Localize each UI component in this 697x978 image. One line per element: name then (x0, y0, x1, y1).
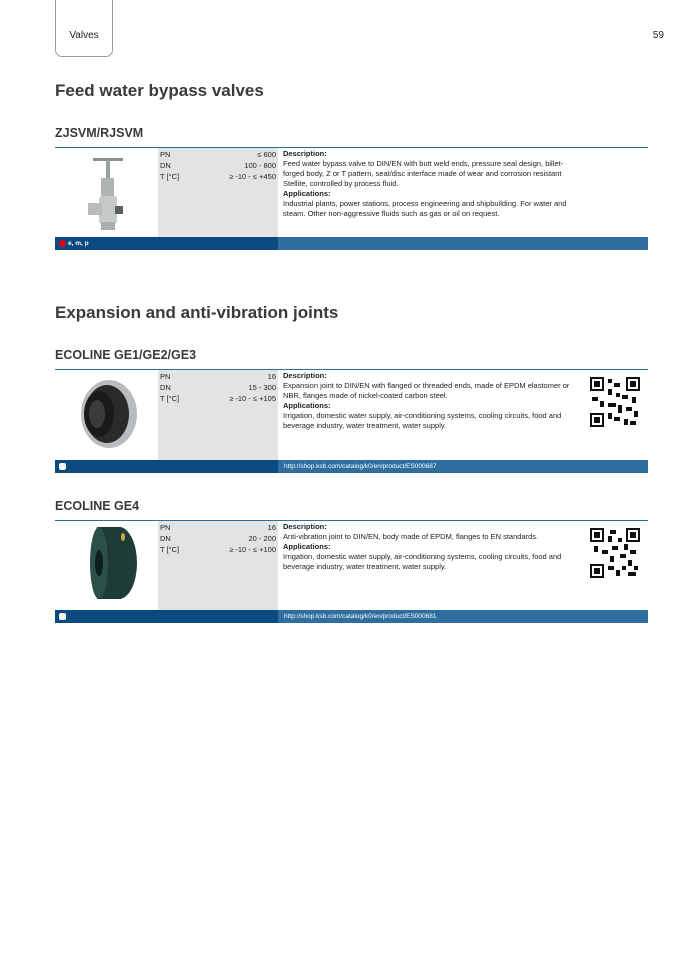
spec-row-pn: PN 16 (160, 372, 276, 381)
legend-square-icon (59, 463, 66, 470)
description: Description: Anti-vibration joint to DIN/EN, body made of EPDM, flanges to EN standards. Applications: Irrigation, domestic water supply, air-conditioning systems, cooling circuits, food and beverage industry, water treatment, water supply. (278, 521, 648, 610)
spec-row-dn: DN 20 - 200 (160, 534, 276, 543)
spec-table (158, 370, 278, 460)
product-link[interactable] (278, 237, 648, 250)
spec-table (158, 521, 278, 610)
description: Description: Feed water bypass valve to DIN/EN with butt weld ends, pressure seal design, billet-forged body, Z or T pattern, seat/disc interface made of wear and corrosion resistant Stellite, controlled by process fluid. Applications: Industrial plants, power stations, process engineering and shipbuilding. For water and steam. Other non-aggressive fluids such as gas or oil on request. (283, 149, 567, 218)
spec-row-pn: PN 16 (160, 523, 276, 532)
product-link[interactable]: http://shop.ksb.com/catalog/k0/en/product/ES000681 (278, 610, 648, 623)
legend-square-icon (59, 613, 66, 620)
spec-row-temp: T [°C] ≥ -10 - ≤ +450 (160, 172, 276, 181)
product-title: ECOLINE GE1/GE2/GE3 (55, 348, 197, 362)
qr-code-icon[interactable] (590, 528, 640, 578)
section-title-feed-water: Feed water bypass valves (55, 81, 264, 100)
legend-text: e, m, p (68, 240, 89, 247)
legend-bar (55, 460, 648, 473)
angle-valve-image (55, 148, 158, 237)
description: Description: Expansion joint to DIN/EN with flanged or threaded ends, made of EPDM elastomer or NBR, flanges made of nickel-coated carbon steel. Applications: Irrigation, domestic water supply, air-conditioning systems, cooling circuits, food and beverage industry, water treatment, water supply. (278, 370, 648, 460)
rubber-expansion-joint-image (55, 370, 158, 460)
spec-row-temp: T [°C] ≥ -10 - ≤ +100 (160, 545, 276, 554)
anti-vibration-joint-image (55, 521, 158, 610)
spec-row-dn: DN 15 - 300 (160, 383, 276, 392)
spec-row-dn: DN 100 - 800 (160, 161, 276, 170)
product-title: ECOLINE GE4 (55, 499, 140, 513)
product-title: ZJSVM/RJSVM (55, 126, 144, 140)
qr-code-icon[interactable] (590, 377, 640, 427)
product-block-ge4 (55, 520, 648, 623)
spec-row-temp: T [°C] ≥ -10 - ≤ +105 (160, 394, 276, 403)
page-number: 59 (652, 30, 664, 41)
legend-dot-icon (59, 240, 66, 247)
section-title-expansion: Expansion and anti-vibration joints (55, 303, 339, 322)
legend-bar (55, 237, 648, 250)
legend-bar (55, 610, 648, 623)
product-block-zjsvm (55, 147, 648, 250)
product-block-ge1 (55, 369, 648, 473)
product-link[interactable]: http://shop.ksb.com/catalog/k0/en/product/ES000687 (278, 460, 648, 473)
spec-table (158, 148, 278, 237)
section-tab: Valves (55, 0, 113, 57)
spec-row-pn: PN ≤ 600 (160, 150, 276, 159)
